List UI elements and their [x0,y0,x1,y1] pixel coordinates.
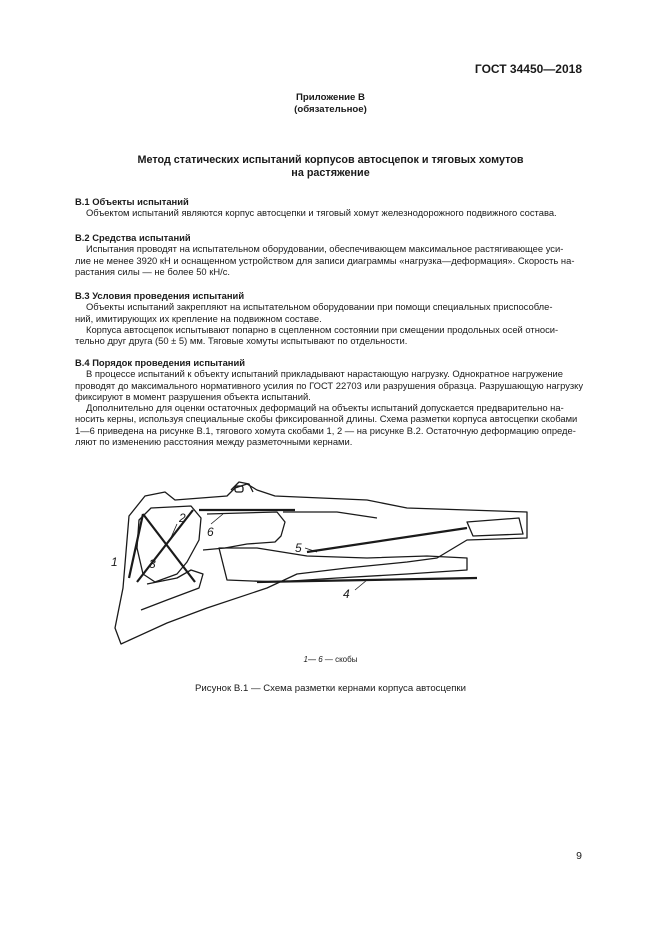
section-heading: В.4 Порядок проведения испытаний [75,357,245,368]
text-line: Корпуса автосцепок испытывают попарно в сцепленном состоянии при смещении продольных осей относи- [86,323,559,335]
text-line: ляют по изменению расстояния между разметочными кернами. [75,436,353,448]
section-heading: В.1 Объекты испытаний [75,196,189,207]
text-line: носить керны, используя специальные скобы фиксированной длины. Схема разметки корпуса автосцепки скобами [75,413,578,425]
label-4: 4 [343,587,350,601]
section-heading: В.3 Условия проведения испытаний [75,290,245,301]
text-line: Испытания проводят на испытательном оборудовании, обеспечивающем максимальное растягивающее уси- [86,243,564,255]
figure-caption: Рисунок В.1 — Схема разметки кернами корпуса автосцепки [195,683,466,694]
page-number: 9 [576,850,582,862]
label-2: 2 [179,511,186,525]
text-line: Объектом испытаний являются корпус автосцепки и тяговый хомут железнодорожного подвижного состава. [86,207,557,219]
section-b1 [75,196,586,219]
text-line: 1—6 приведена на рисунке В.1, тягового хомута скобами 1, 2 — на рисунке В.2. Остаточную деформацию опреде- [75,424,576,436]
label-5: 5 [295,541,302,555]
method-title [75,154,586,180]
standard-code: ГОСТ 34450—2018 [474,62,582,76]
paragraph [75,324,586,347]
legend-range: 1— 6 [303,655,323,664]
method-title-line-1: Метод статических испытаний корпусов автосцепок и тяговых хомутов [137,154,524,166]
text-line: проводят до максимального нормативного усилия по ГОСТ 22703 или разрушения образца. Разрушающую нагрузку [75,379,584,391]
method-title-line-2: на растяжение [291,167,370,179]
section-heading: В.2 Средства испытаний [75,232,191,243]
appendix-status: (обязательное) [294,104,367,115]
paragraph [75,402,586,447]
coupler-body-drawing [107,478,537,648]
text-line: ний, имитирующих их крепление на подвижном составе. [75,312,322,324]
legend-dash: — [322,655,336,664]
label-1: 1 [111,555,118,569]
section-b3 [75,290,586,346]
text-line: В процессе испытаний к объекту испытаний прикладывают нарастающую нагрузку. Однократное нагружение [86,368,563,380]
figure-legend [0,655,661,664]
legend-text: скобы [335,655,358,664]
text-line: тельно друг друга (50 ± 5) мм. Тяговые хомуты испытывают по отдельности. [75,335,408,347]
text-line: фиксируют в момент разрушения объекта испытаний. [75,390,311,402]
label-3: 3 [149,557,156,571]
text-line: Объекты испытаний закрепляют на испытательном оборудовании при помощи специальных приспособле- [86,301,553,313]
paragraph [75,368,586,402]
section-b4 [75,357,586,447]
appendix-title: Приложение В [296,92,365,103]
text-line: лие не менее 3920 кН и оснащенном устройством для записи диаграммы «нагрузка—деформация». Скорость на- [75,254,575,266]
paragraph [75,207,586,218]
label-6: 6 [207,525,214,539]
paragraph [75,243,586,277]
paragraph [75,301,586,324]
text-line: растания силы — не более 50 кН/с. [75,265,231,277]
text-line: Дополнительно для оценки остаточных деформаций на объекты испытаний допускается предварительно на- [86,402,564,414]
section-b2 [75,232,586,277]
